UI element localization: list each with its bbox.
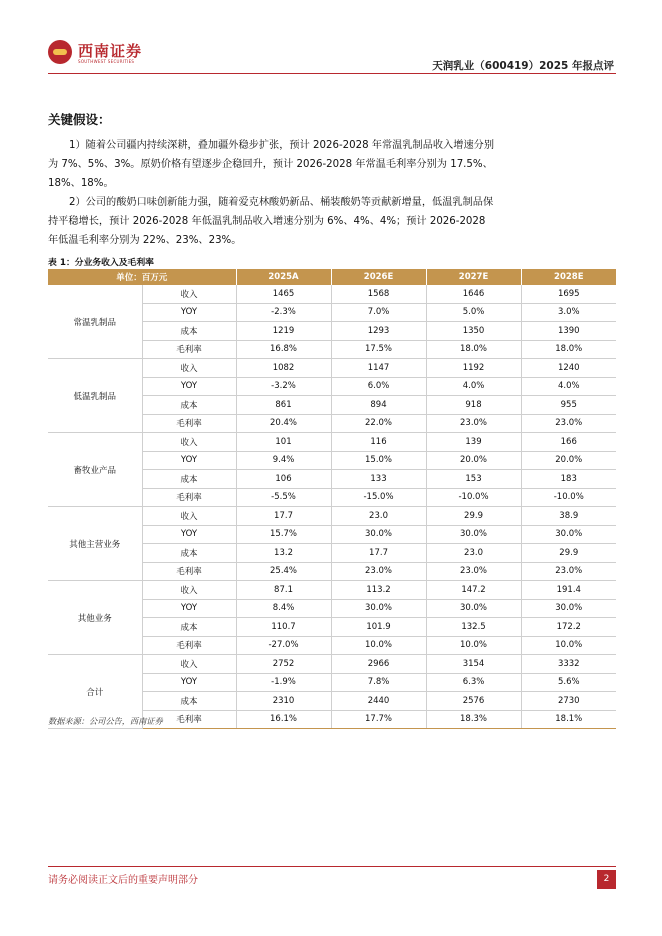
metric-value: 1192 xyxy=(426,359,521,378)
metric-value: 1219 xyxy=(236,322,331,341)
metric-value: 2730 xyxy=(521,692,616,711)
metric-label: 成本 xyxy=(142,692,236,711)
metric-value: 30.0% xyxy=(521,525,616,544)
metric-value: 101 xyxy=(236,433,331,452)
metric-label: 收入 xyxy=(142,581,236,600)
metric-label: YOY xyxy=(142,303,236,322)
table-header-row xyxy=(48,269,616,285)
table-row xyxy=(48,433,616,452)
header-unit: 单位：百万元 xyxy=(48,269,236,285)
metric-value: 1695 xyxy=(521,285,616,303)
metric-value: 17.7 xyxy=(236,507,331,526)
metric-value: 955 xyxy=(521,396,616,415)
assumption-paragraph-1: 1）随着公司疆内持续深耕，叠加疆外稳步扩张，预计 2026-2028 年常温乳制品收入增速分别为 7%、5%、3%。原奶价格有望逐步企稳回升，预计 2026-2028 年常温毛利率分别为 17.5%、18%、18%。 xyxy=(48,140,495,189)
metric-label: 成本 xyxy=(142,322,236,341)
metric-value: 16.1% xyxy=(236,710,331,729)
metric-value: 22.0% xyxy=(331,414,426,433)
metric-value: 23.0% xyxy=(426,414,521,433)
metric-value: 23.0% xyxy=(426,562,521,581)
metric-value: 23.0% xyxy=(521,414,616,433)
metric-value: 3.0% xyxy=(521,303,616,322)
metric-value: 894 xyxy=(331,396,426,415)
metric-value: 5.0% xyxy=(426,303,521,322)
table-row xyxy=(48,285,616,303)
metric-value: 30.0% xyxy=(426,525,521,544)
metric-value: 7.8% xyxy=(331,673,426,692)
metric-value: 1147 xyxy=(331,359,426,378)
metric-value: 30.0% xyxy=(426,599,521,618)
metric-value: 10.0% xyxy=(331,636,426,655)
metric-value: 3154 xyxy=(426,655,521,674)
metric-value: -1.9% xyxy=(236,673,331,692)
metric-value: 1465 xyxy=(236,285,331,303)
header-year: 2027E xyxy=(426,269,521,285)
metric-value: 18.1% xyxy=(521,710,616,729)
metric-value: 13.2 xyxy=(236,544,331,563)
section-title: 关键假设： xyxy=(48,112,111,127)
metric-label: 成本 xyxy=(142,396,236,415)
metric-label: 成本 xyxy=(142,544,236,563)
metric-value: -5.5% xyxy=(236,488,331,507)
metric-value: 2440 xyxy=(331,692,426,711)
metric-value: 8.4% xyxy=(236,599,331,618)
metric-value: 4.0% xyxy=(521,377,616,396)
metric-value: 30.0% xyxy=(521,599,616,618)
segment-name: 其他主营业务 xyxy=(48,507,142,581)
metric-value: 6.0% xyxy=(331,377,426,396)
metric-value: 20.0% xyxy=(426,451,521,470)
metric-label: 毛利率 xyxy=(142,710,236,729)
metric-value: 147.2 xyxy=(426,581,521,600)
metric-value: 110.7 xyxy=(236,618,331,637)
metric-value: 10.0% xyxy=(521,636,616,655)
metric-value: 116 xyxy=(331,433,426,452)
metric-label: 毛利率 xyxy=(142,636,236,655)
metric-value: 183 xyxy=(521,470,616,489)
metric-value: -10.0% xyxy=(521,488,616,507)
table-row xyxy=(48,359,616,378)
metric-value: 30.0% xyxy=(331,525,426,544)
metric-value: 30.0% xyxy=(331,599,426,618)
metric-label: 毛利率 xyxy=(142,414,236,433)
metric-value: 20.0% xyxy=(521,451,616,470)
logo-text-cn: 西南证券 xyxy=(78,42,143,60)
metric-value: 139 xyxy=(426,433,521,452)
metric-value: 18.3% xyxy=(426,710,521,729)
metric-value: 16.8% xyxy=(236,340,331,359)
metric-value: 15.0% xyxy=(331,451,426,470)
metric-label: YOY xyxy=(142,451,236,470)
metric-value: 10.0% xyxy=(426,636,521,655)
metric-value: 17.7% xyxy=(331,710,426,729)
metric-label: 成本 xyxy=(142,618,236,637)
metric-value: 6.3% xyxy=(426,673,521,692)
metric-value: 132.5 xyxy=(426,618,521,637)
metric-value: 113.2 xyxy=(331,581,426,600)
data-source: 数据来源：公司公告，西南证券 xyxy=(48,716,163,726)
metric-value: 1646 xyxy=(426,285,521,303)
page-number: 2 xyxy=(597,870,616,889)
metric-label: 毛利率 xyxy=(142,562,236,581)
header-year: 2026E xyxy=(331,269,426,285)
metric-value: 23.0 xyxy=(331,507,426,526)
segment-name: 其他业务 xyxy=(48,581,142,655)
metric-value: 101.9 xyxy=(331,618,426,637)
metric-value: 17.7 xyxy=(331,544,426,563)
metric-value: 1240 xyxy=(521,359,616,378)
metric-value: 4.0% xyxy=(426,377,521,396)
metric-value: 1293 xyxy=(331,322,426,341)
metric-value: 1568 xyxy=(331,285,426,303)
metric-value: 2752 xyxy=(236,655,331,674)
metric-label: YOY xyxy=(142,599,236,618)
metric-value: -15.0% xyxy=(331,488,426,507)
metric-value: -10.0% xyxy=(426,488,521,507)
header-year: 2028E xyxy=(521,269,616,285)
metric-value: 15.7% xyxy=(236,525,331,544)
metric-value: 20.4% xyxy=(236,414,331,433)
metric-value: -3.2% xyxy=(236,377,331,396)
metric-value: 2966 xyxy=(331,655,426,674)
metric-value: 2576 xyxy=(426,692,521,711)
metric-value: 18.0% xyxy=(521,340,616,359)
metric-value: 1082 xyxy=(236,359,331,378)
metric-label: 收入 xyxy=(142,433,236,452)
metric-value: 23.0 xyxy=(426,544,521,563)
metric-value: 1390 xyxy=(521,322,616,341)
segment-name: 低温乳制品 xyxy=(48,359,142,433)
metric-value: 133 xyxy=(331,470,426,489)
footer-divider xyxy=(48,866,616,867)
metric-label: YOY xyxy=(142,377,236,396)
table-row xyxy=(48,581,616,600)
metric-value: 191.4 xyxy=(521,581,616,600)
metric-value: 166 xyxy=(521,433,616,452)
header-year: 2025A xyxy=(236,269,331,285)
metric-value: 38.9 xyxy=(521,507,616,526)
logo-mark-icon xyxy=(48,40,72,64)
metric-value: -2.3% xyxy=(236,303,331,322)
metric-value: -27.0% xyxy=(236,636,331,655)
metric-value: 18.0% xyxy=(426,340,521,359)
metric-value: 2310 xyxy=(236,692,331,711)
header-divider xyxy=(48,73,616,74)
metric-value: 25.4% xyxy=(236,562,331,581)
report-title: 天润乳业（600419）2025 年报点评 xyxy=(432,60,614,72)
metric-label: 收入 xyxy=(142,507,236,526)
metric-label: YOY xyxy=(142,525,236,544)
metric-value: 9.4% xyxy=(236,451,331,470)
metric-value: 23.0% xyxy=(331,562,426,581)
metric-label: 收入 xyxy=(142,359,236,378)
metric-label: 毛利率 xyxy=(142,488,236,507)
assumption-paragraph-2: 2）公司的酸奶口味创新能力强，随着爱克林酸奶新品、桶装酸奶等贡献新增量，低温乳制品保持平稳增长，预计 2026-2028 年低温乳制品收入增速分别为 6%、4%、4%；预计 2026-2028 年低温毛利率分别为 22%、23%、23%。 xyxy=(48,197,494,246)
segment-name: 畜牧业产品 xyxy=(48,433,142,507)
segment-name: 合计 xyxy=(48,655,142,729)
metric-value: 918 xyxy=(426,396,521,415)
segment-name: 常温乳制品 xyxy=(48,285,142,359)
metric-value: 3332 xyxy=(521,655,616,674)
company-logo xyxy=(48,38,168,72)
metric-value: 87.1 xyxy=(236,581,331,600)
metric-value: 23.0% xyxy=(521,562,616,581)
metric-value: 1350 xyxy=(426,322,521,341)
metric-value: 29.9 xyxy=(426,507,521,526)
metric-value: 106 xyxy=(236,470,331,489)
logo-text-en: SOUTHWEST SECURITIES xyxy=(78,59,135,64)
metric-label: 毛利率 xyxy=(142,340,236,359)
metric-value: 172.2 xyxy=(521,618,616,637)
metric-label: 成本 xyxy=(142,470,236,489)
metric-value: 7.0% xyxy=(331,303,426,322)
metric-value: 861 xyxy=(236,396,331,415)
metric-value: 29.9 xyxy=(521,544,616,563)
metric-label: YOY xyxy=(142,673,236,692)
segment-revenue-table xyxy=(48,269,616,729)
table-row xyxy=(48,655,616,674)
metric-label: 收入 xyxy=(142,655,236,674)
metric-value: 153 xyxy=(426,470,521,489)
table-caption: 表 1：分业务收入及毛利率 xyxy=(48,258,154,268)
disclaimer-note: 请务必阅读正文后的重要声明部分 xyxy=(48,875,198,886)
metric-value: 5.6% xyxy=(521,673,616,692)
table-row xyxy=(48,507,616,526)
metric-label: 收入 xyxy=(142,285,236,303)
metric-value: 17.5% xyxy=(331,340,426,359)
